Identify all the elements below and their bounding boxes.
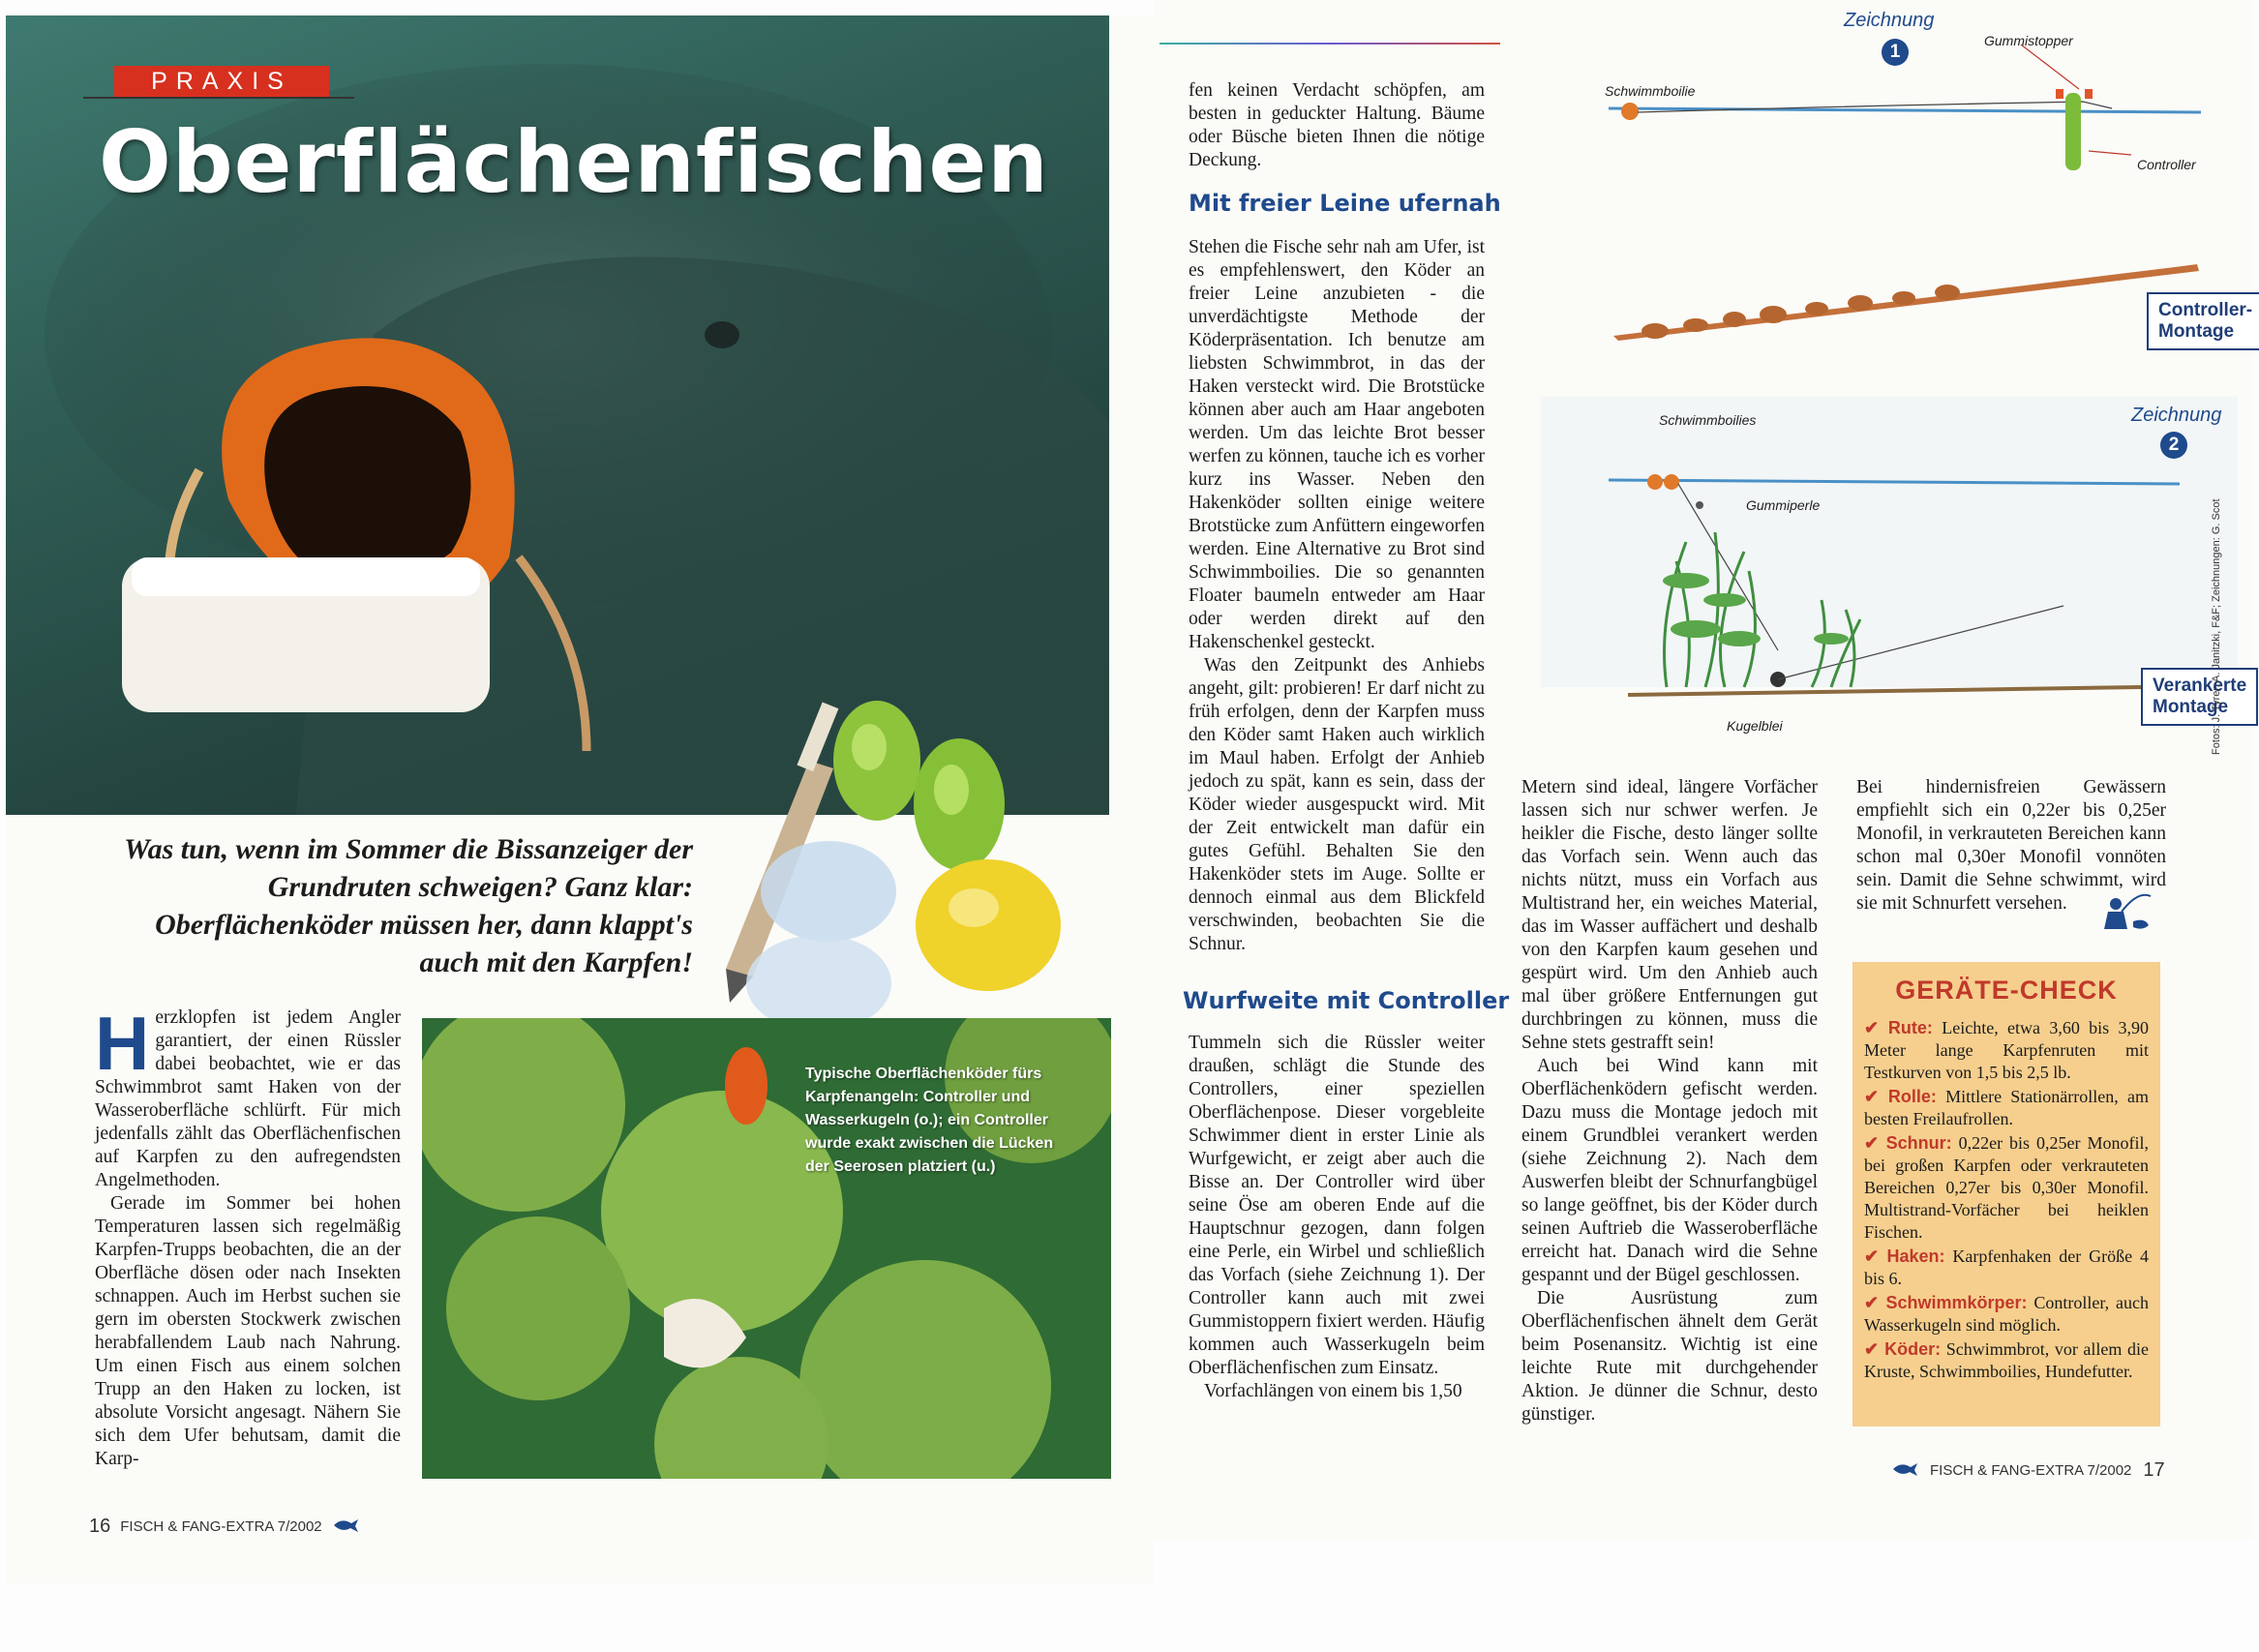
page-title: Oberflächenfischen [99, 112, 1049, 212]
label-gummistopper: Gummistopper [1984, 33, 2073, 48]
check-item [1864, 1086, 2149, 1130]
col2-paragraph-2: Auch bei Wind kann mit Oberflächenködern gefischt werden. Dazu muss die Montage jedoch mit einem Grundblei verankert werden (siehe Zeichnung 2). Nach dem Auswerfen bleibt der Schnurfangbügel so lange geöffnet, bis der Köder durch seinen Auftrieb die Wasseroberfläche erreicht hat. Danach wird die Sehne gespannt und der Bügel geschlossen. [1521, 1056, 1818, 1285]
col1-paragraph-2: Stehen die Fische sehr nah am Ufer, ist es empfehlenswert, den Köder an freier Leine anzubieten - die unverdächtigste Methode der Köderpräsentation. Ich benutze am liebsten Schwimmbrot, in das der Haken versteckt wird. Die Brotstücke können aber auch am Haar angeboten werden. Um das leichte Brot besser werfen zu können, tauche ich es vorher kurz ins Wasser. Neben den Hakenköder sollten einige weitere Brotstücke zum Anfüttern eingeworfen werden. Eine Alternative zu Brot sind Schwimmboilies. Die so genannten Floater baumeln entweder am Haar oder werden direkt auf den Hakenschenkel gesteckt. [1189, 237, 1485, 652]
checkmark-icon: ✔ [1864, 1293, 1886, 1312]
check-item-key: Rolle: [1887, 1087, 1937, 1106]
checkmark-icon: ✔ [1864, 1018, 1888, 1037]
diagram-1-title: Zeichnung [1844, 10, 1935, 31]
checkmark-icon: ✔ [1864, 1133, 1886, 1153]
diagram-1-number: 1 [1882, 39, 1909, 66]
check-item-value: Leichte, etwa 3,60 bis 3,90 Meter lange Karpfenruten mit Testkurven von 1,5 bis 2,5 lb. [1864, 1018, 2149, 1082]
geraete-check-box [1852, 962, 2160, 1427]
col1-paragraph-5: Vorfachlängen von einem bis 1,50 [1204, 1381, 1462, 1401]
box-verankerte-montage: Verankerte Montage [2141, 668, 2258, 726]
check-item-key: Schwimmkörper: [1885, 1293, 2028, 1312]
intro-paragraph-1: erzklopfen ist jedem Angler garantiert, der einen Rüssler dabei beobachtet, wie er das Schwimmbrot samt Haken von der Wasseroberfläche schlürft. Für mich jedenfalls zählt das Oberflächenfischen auf Karpfen zu den aufregendsten Angelmethoden. [95, 1007, 401, 1190]
label-controller: Controller [2137, 157, 2196, 172]
diagram-2-title: Zeichnung [2131, 405, 2222, 426]
box-controller-montage: Controller-Montage [2147, 292, 2259, 350]
diagram-2 [1541, 387, 2247, 755]
checkmark-icon: ✔ [1864, 1339, 1885, 1359]
diagram-2-number: 2 [2160, 432, 2187, 459]
checkmark-icon: ✔ [1864, 1087, 1888, 1106]
section-tag: PRAXIS [114, 66, 329, 97]
right-footer [1891, 1459, 2165, 1482]
right-magazine-name: FISCH & FANG-EXTRA 7/2002 [1930, 1462, 2132, 1479]
section-tag-rule [83, 97, 354, 99]
check-item [1864, 1132, 2149, 1244]
check-item-value: Karpfenhaken der Größe 4 bis 6. [1864, 1247, 2149, 1288]
fish-logo-icon-right [1891, 1461, 1918, 1481]
intro-text [95, 1001, 401, 1471]
label-schwimmboilies: Schwimmboilies [1659, 412, 1757, 428]
left-page-number: 16 [89, 1516, 111, 1537]
col3-paragraph-1: Bei hindernisfreien Gewässern empfiehlt sich ein 0,22er bis 0,25er Monofil, in verkrauteten Bereichen kann schon mal 0,30er Monofil vonnöten sein. Damit die Sehne schwimmt, wird sie mit Schnurfett versehen. [1856, 777, 2166, 914]
photo-caption: Typische Oberflächenköder fürs Karpfenangeln: Controller und Wasserkugeln (o.); ein Controller wurde exakt zwischen die Lücken der Seerosen platziert (u.) [805, 1066, 1054, 1175]
diagram-1 [1541, 0, 2253, 358]
check-item-key: Köder: [1884, 1339, 1942, 1359]
check-item-key: Schnur: [1885, 1133, 1952, 1153]
bait-photo [703, 654, 1109, 1041]
geraete-check-list [1864, 1017, 2149, 1383]
check-item-value: 0,22er bis 0,25er Monofil, bei großen Karpfen oder verkrauteten Bereichen 0,27er bis 0,30er Monofil. Multistrand-Vorfächer bei heiklen Fischen. [1864, 1133, 2149, 1242]
dropcap: H [95, 1001, 150, 1086]
check-item-value: Mittlere Stationärrollen, am besten Freilaufrollen. [1864, 1087, 2149, 1128]
column-1-b [1189, 236, 1485, 956]
label-gummiperle: Gummiperle [1746, 497, 1821, 513]
lead-text: Was tun, wenn im Sommer die Bissanzeiger der Grundruten schweigen? Ganz klar: Oberflächenköder müssen her, dann klappt's auch mit den Karpfen! [124, 833, 693, 978]
check-item [1864, 1338, 2149, 1383]
col1-paragraph-1: fen keinen Verdacht schöpfen, am besten in geduckter Haltung. Bäume oder Büsche bieten Ihnen die nötige Deckung. [1189, 80, 1485, 170]
right-page [1154, 0, 2253, 1539]
photo-credits: Fotos: J. Tyrer, A. Janitzki, F&F; Zeichnungen: G. Scot [2211, 498, 2222, 755]
col1-paragraph-4: Tummeln sich die Rüssler weiter draußen, schlägt die Stunde des Controllers, einer speziellen Oberflächenpose. Dieser vorgebleite Schwimmer dient in erster Linie als Wurfgewicht, er zeigt aber auch die Bisse an. Der Controller wird über seine Öse am oberen Ende auf die Hauptschnur gezogen, dann folgen eine Perle, ein Wirbel und schließlich das Vorfach (siehe Zeichnung 1). Der Controller kann auch mit zwei Gummistoppern fixiert werden. Häufig kommen auch Wasserkugeln beim Oberflächenfischen zum Einsatz. [1189, 1033, 1485, 1378]
check-item [1864, 1246, 2149, 1290]
check-item-value: Controller, auch Wasserkugeln sind möglich. [1864, 1293, 2149, 1335]
label-schwimmboilie: Schwimmboilie [1605, 83, 1696, 99]
angler-icon [2094, 883, 2153, 946]
col2-paragraph-1: Metern sind ideal, längere Vorfächer lassen sich nur schwer werfen. Je heikler die Fische, desto länger sollte das Vorfach sein. Wenn auch das nichts nützt, muss ein Vorfach aus Multistrand her, ein weiches Material, das im Wasser auffächert und deshalb von den Karpfen kaum gesehen und gespürt wird. Um den Anhieb auch mal über größere Entfernungen gut durchbringen zu können, muss die Sehne stets gestrafft sein! [1521, 777, 1818, 1053]
heading-freie-leine: Mit freier Leine ufernah [1189, 190, 1501, 217]
check-item-key: Haken: [1886, 1247, 1945, 1266]
check-item [1864, 1017, 2149, 1084]
column-2 [1521, 776, 1818, 1427]
check-item [1864, 1292, 2149, 1337]
left-magazine-name: FISCH & FANG-EXTRA 7/2002 [120, 1518, 322, 1535]
heading-wurfweite: Wurfweite mit Controller [1183, 987, 1510, 1014]
label-kugelblei: Kugelblei [1727, 718, 1783, 734]
column-1 [1189, 79, 1485, 172]
left-page [6, 15, 1154, 1583]
right-page-number: 17 [2143, 1459, 2165, 1481]
checkmark-icon: ✔ [1864, 1247, 1887, 1266]
check-item-key: Rute: [1887, 1018, 1933, 1037]
left-footer [89, 1516, 359, 1538]
fish-logo-icon [332, 1517, 359, 1537]
col1-paragraph-3: Was den Zeitpunkt des Anhiebs angeht, gilt: probieren! Er darf nicht zu früh erfolgen, denn der Karpfen muss den Köder samt Haken auch wirklich im Maul haben. Erfolgt der Anhieb jedoch zu spät, kann es sein, dass der Köder wieder ausgespuckt wird. Mit der Zeit entwickelt man dafür ein gutes Gefühl. Behalten Sie den Hakenköder stets im Auge. Sollte er dennoch einmal aus dem Blickfeld verschwinden, beobachten Sie die Schnur. [1189, 655, 1485, 954]
col2-paragraph-3: Die Ausrüstung zum Oberflächenfischen ähnelt dem Gerät beim Posenansitz. Wichtig ist eine leichte Rute mit durchgehender Aktion. Je dünner die Schnur, desto günstiger. [1521, 1288, 1818, 1425]
intro-paragraph-2: Gerade im Sommer bei hohen Temperaturen lassen sich regelmäßig Karpfen-Trupps beobachten, die an der Oberfläche dösen oder nach Insekten schnappen. Auch im Herbst suchen sie gern im obersten Stockwerk zwischen herabfallendem Laub nach Nahrung. Um einen Fisch aus einem solchen Trupp an den Haken zu locken, ist absolute Vorsicht angesagt. Nähern Sie sich dem Ufer behutsam, damit die Karp- [95, 1193, 401, 1469]
top-rule [1160, 43, 1500, 45]
geraete-check-title: GERÄTE-CHECK [1895, 976, 2118, 1005]
column-1-c [1189, 1032, 1485, 1403]
check-item-value: Schwimmbrot, vor allem die Kruste, Schwimmboilies, Hundefutter. [1864, 1339, 2149, 1381]
